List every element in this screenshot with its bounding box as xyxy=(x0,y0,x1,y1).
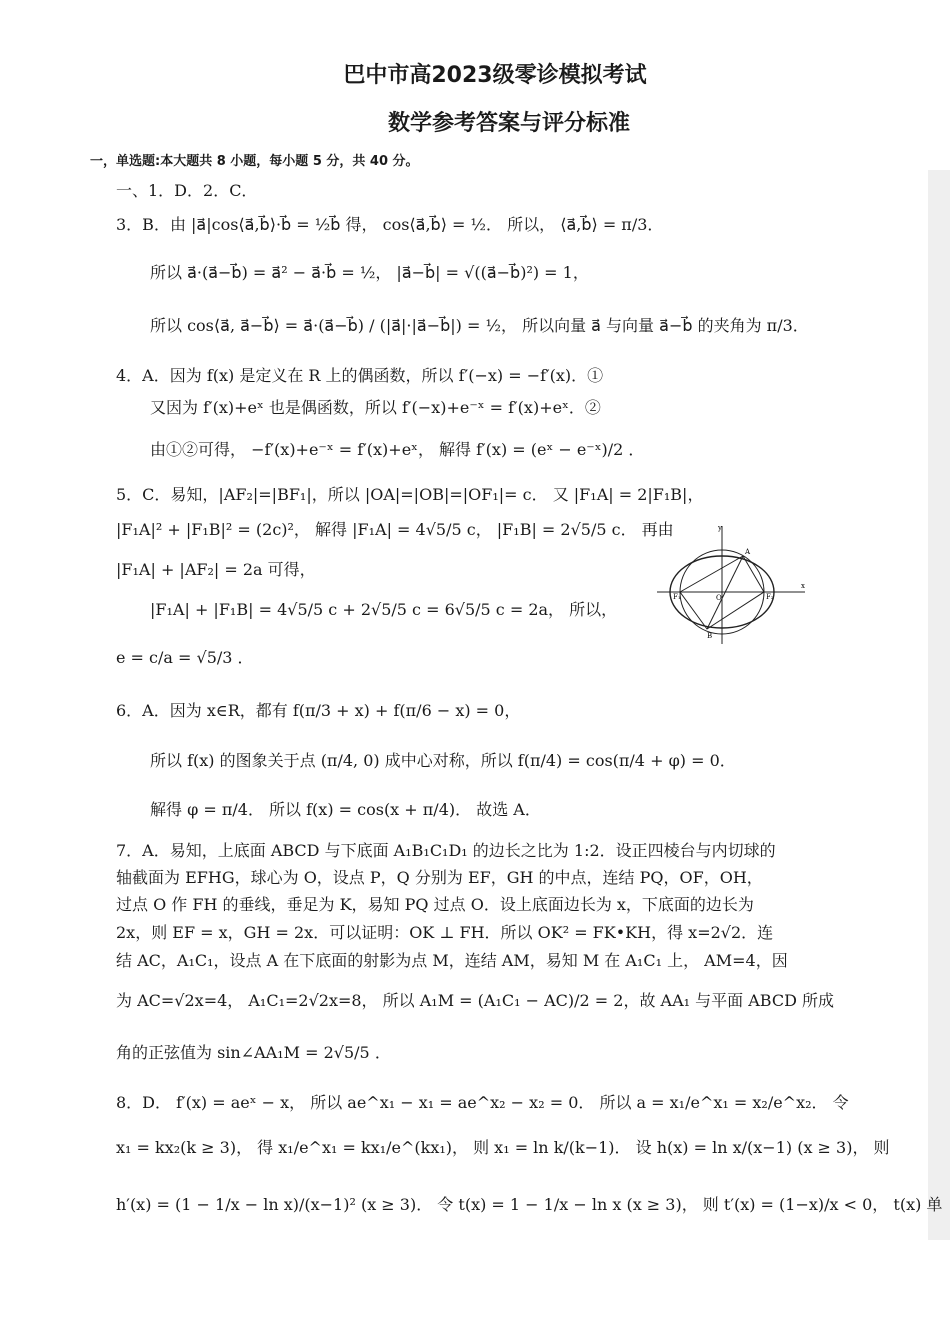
answer-line-6b: 所以 f(x) 的图象关于点 (π/4, 0) 成中心对称，所以 f(π/4) = cos(π/4 + φ) = 0． xyxy=(150,751,736,770)
ellipse-diagram xyxy=(655,522,810,647)
answer-line-6c: 解得 φ = π/4． 所以 f(x) = cos(x + π/4)． 故选 A． xyxy=(150,800,541,819)
axis-y-label: y xyxy=(718,524,722,532)
page-subtitle: 数学参考答案与评分标准 xyxy=(387,111,630,136)
answer-line-7g: 角的正弦值为 sin∠AA₁M = 2√5/5 ． xyxy=(116,1043,391,1062)
point-f2-label: F₂ xyxy=(766,593,774,601)
answer-line-4c: 由①②可得， −f′(x)+e⁻ˣ = f′(x)+eˣ， 解得 f′(x) = (eˣ − e⁻ˣ)/2 ． xyxy=(150,440,645,459)
page-title: 巴中市高2023级零诊模拟考试 xyxy=(343,63,647,88)
answer-line-7c: 过点 O 作 FH 的垂线，垂足为 K，易知 PQ 过点 O．设上底面边长为 x，下底面的边长为 xyxy=(116,895,754,914)
answer-line-7e: 结 AC，A₁C₁，设点 A 在下底面的射影为点 M，连结 AM，易知 M 在 A₁C₁ 上， AM=4，因 xyxy=(116,951,788,970)
axis-x-label: x xyxy=(801,582,805,590)
answer-line-6a: 6．A．因为 x∈R，都有 f(π/3 + x) + f(π/6 − x) = 0， xyxy=(116,701,521,720)
answer-line-8c: h′(x) = (1 − 1/x − ln x)/(x−1)² (x ≥ 3)． 令 t(x) = 1 − 1/x − ln x (x ≥ 3)， 则 t′(x) = (1−x)/x < 0， t(x) 单 xyxy=(116,1195,943,1214)
point-b-label: B xyxy=(707,632,713,640)
answer-line-4b: 又因为 f′(x)+eˣ 也是偶函数，所以 f′(−x)+e⁻ˣ = f′(x)+eˣ．② xyxy=(150,398,601,417)
answer-line-7a: 7．A．易知，上底面 ABCD 与下底面 A₁B₁C₁D₁ 的边长之比为 1:2．设正四棱台与内切球的 xyxy=(116,841,776,860)
scrollbar[interactable] xyxy=(928,170,950,1240)
answer-line-3c: 所以 cos⟨a⃗, a⃗−b⃗⟩ = a⃗·(a⃗−b⃗) / (|a⃗|·|a⃗−b⃗|) = ½， 所以向量 a⃗ 与向量 a⃗−b⃗ 的夹角为 π/3． xyxy=(150,316,809,335)
answer-line-3a: 3．B．由 |a⃗|cos⟨a⃗,b⃗⟩·b⃗ = ½b⃗ 得， cos⟨a⃗,b⃗⟩ = ½． 所以， ⟨a⃗,b⃗⟩ = π/3． xyxy=(116,215,664,234)
point-a-label: A xyxy=(745,548,751,556)
answer-line-5e: e = c/a = √5/3 ． xyxy=(116,648,254,667)
answer-line-7b: 轴截面为 EFHG，球心为 O，设点 P，Q 分别为 EF，GH 的中点，连结 PQ，OF，OH， xyxy=(116,868,763,887)
answer-line-7f: 为 AC=√2x=4， A₁C₁=2√2x=8， 所以 A₁M = (A₁C₁ − AC)/2 = 2，故 AA₁ 与平面 ABCD 所成 xyxy=(116,991,835,1010)
answer-line-3b: 所以 a⃗·(a⃗−b⃗) = a⃗² − a⃗·b⃗ = ½， |a⃗−b⃗| = √((a⃗−b⃗)²) = 1， xyxy=(150,263,589,282)
answer-line-5b: |F₁A|² + |F₁B|² = (2c)²， 解得 |F₁A| = 4√5/5 c， |F₁B| = 2√5/5 c． 再由 xyxy=(116,520,674,539)
answer-line-8a: 8．D． f′(x) = aeˣ − x， 所以 ae^x₁ − x₁ = ae^x₂ − x₂ = 0． 所以 a = x₁/e^x₁ = x₂/e^x₂． 令 xyxy=(116,1093,849,1112)
answer-line-8b: x₁ = kx₂(k ≥ 3)， 得 x₁/e^x₁ = kx₁/e^(kx₁)， 则 x₁ = ln k/(k−1)． 设 h(x) = ln x/(x−1) (x ≥ 3)， 则 xyxy=(116,1138,890,1157)
answer-line-1-2: 一、1．D．2．C． xyxy=(116,181,258,200)
answer-line-5a: 5．C．易知，|AF₂|=|BF₁|，所以 |OA|=|OB|=|OF₁|= c． 又 |F₁A| = 2|F₁B|， xyxy=(116,485,704,504)
answer-line-5c: |F₁A| + |AF₂| = 2a 可得， xyxy=(116,560,316,579)
answer-line-7d: 2x，则 EF = x，GH = 2x．可以证明：OK ⊥ FH．所以 OK² = FK•KH，得 x=2√2．连 xyxy=(116,923,774,942)
section-heading: 一，单选题:本大题共 8 小题，每小题 5 分，共 40 分。 xyxy=(90,154,419,169)
answer-line-4a: 4．A．因为 f(x) 是定义在 R 上的偶函数，所以 f′(−x) = −f′(x)．① xyxy=(116,366,604,385)
point-o-label: O xyxy=(716,594,722,602)
point-f1-label: F₁ xyxy=(673,593,681,601)
answer-line-5d: |F₁A| + |F₁B| = 4√5/5 c + 2√5/5 c = 6√5/5 c = 2a， 所以， xyxy=(150,600,618,619)
